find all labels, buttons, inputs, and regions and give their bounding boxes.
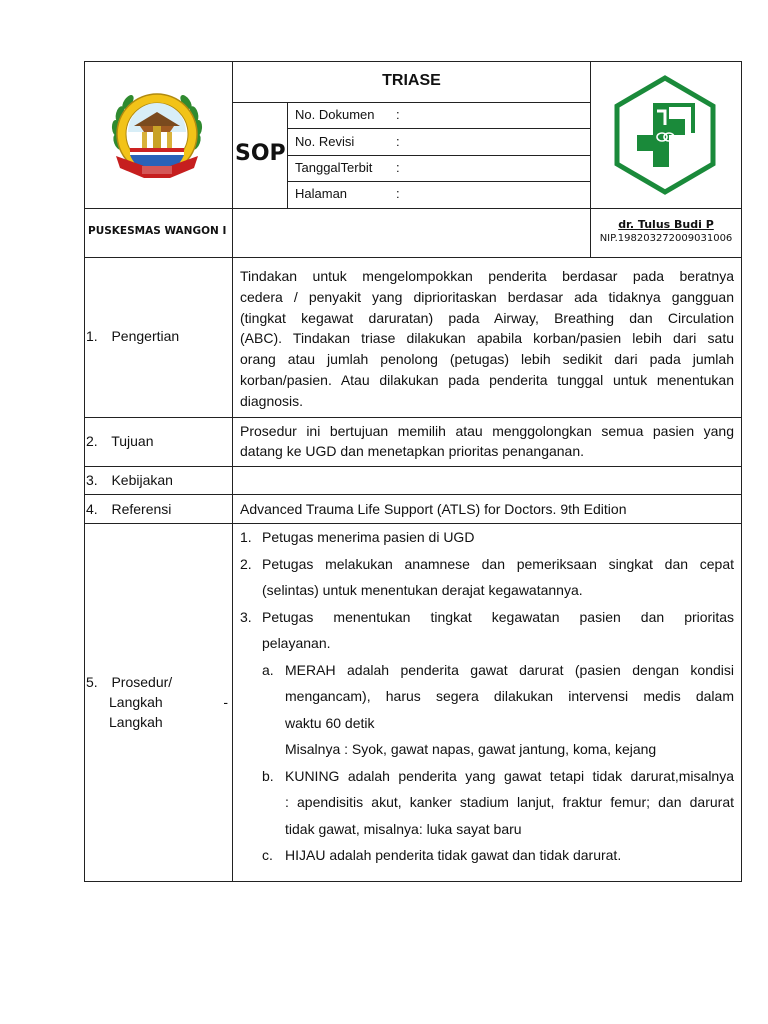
substep-letter: c. (262, 847, 273, 863)
text-line: (tingkat kegawat daruratan) pada Airway, Breathing dan Circulation (240, 309, 734, 326)
text-line: : apendisitis akut, kanker stadium lanjut, fraktur femur; dan darurat (285, 794, 734, 810)
signer-name: dr. Tulus Budi P (618, 218, 714, 231)
meta-label-page: Halaman (295, 186, 348, 201)
substep-letter: b. (262, 767, 274, 784)
section-number: 1. (86, 328, 98, 344)
signer-nip: NIP.198203272009031006 (599, 233, 733, 244)
regency-emblem-logo (104, 82, 210, 188)
step-number: 1. (240, 529, 252, 545)
section-number: 2. (86, 433, 98, 449)
text-line: Petugas menerima pasien di UGD (262, 529, 475, 545)
step-number: 3. (240, 608, 252, 625)
procedure-steps (240, 524, 734, 869)
section-label-tujuan (86, 431, 154, 451)
meta-colon: : (396, 107, 400, 122)
list-item (240, 763, 734, 843)
section-title: Prosedur/ (111, 674, 173, 690)
section-label-kebijakan (86, 470, 173, 490)
step-number: 2. (240, 555, 252, 572)
text-line: datang ke UGD dan menetapkan prioritas penanganan. (240, 443, 585, 459)
text-line: (ABC). Tindakan triase dilakukan apabila korban/pasien lebih dari satu (240, 330, 734, 347)
meta-colon: : (396, 134, 400, 149)
meta-colon: : (396, 160, 400, 175)
section-label-prosedur (86, 672, 228, 732)
meta-label-issue-date: TanggalTerbit (295, 160, 373, 175)
text-line: HIJAU adalah penderita tidak gawat dan tidak darurat. (285, 847, 622, 863)
text-line: MERAH adalah penderita gawat darurat (pasien dengan kondisi (285, 661, 734, 678)
text-line: Petugas melakukan anamnese dan pemeriksaan singkat dan cepat (262, 555, 734, 572)
text-line: tidak gawat, misalnya: luka sayat baru (285, 820, 522, 837)
section-title: Pengertian (111, 328, 180, 344)
section-number: 4. (86, 501, 98, 517)
definition-text (240, 266, 734, 412)
text-line: mengancam), harus segera dilakukan intervensi medis dalam (285, 688, 734, 704)
substep-letter: a. (262, 661, 274, 678)
text-line: waktu 60 detik (285, 714, 375, 731)
sop-label: SOP (235, 141, 286, 166)
text-line: cedera / penyakit yang diprioritaskan berdasar ada tidaknya gangguan (240, 288, 734, 305)
text-line: orang atau jumlah penolong (petugas) lebih sedikit dari pada jumlah (240, 351, 734, 368)
section-number: 5. (86, 674, 98, 690)
section-title: Tujuan (111, 433, 154, 449)
text-line: korban/pasien. Atau dilakukan pada penderita tunggal untuk menentukan (240, 371, 734, 388)
reference-text: Advanced Trauma Life Support (ATLS) for Doctors. 9th Edition (240, 501, 627, 517)
list-item (240, 551, 734, 604)
section-number: 3. (86, 472, 98, 488)
institution-name: PUSKESMAS WANGON I (88, 225, 227, 237)
text-line: diagnosis. (240, 392, 304, 409)
meta-label-document-number: No. Dokumen (295, 107, 375, 122)
text-line: Prosedur ini bertujuan memilih atau menggolongkan semua pasien yang (240, 423, 734, 439)
text-line: pelayanan. (262, 635, 331, 651)
text-line: Petugas menentukan tingkat kegawatan pasien dan prioritas (262, 608, 734, 625)
meta-label-revision: No. Revisi (295, 134, 355, 149)
text-line: Tindakan untuk mengelompokkan penderita berdasar pada beratnya (240, 268, 734, 284)
document-title: TRIASE (382, 72, 441, 89)
section-dash: - (223, 694, 228, 710)
list-item (240, 842, 734, 869)
list-item (240, 604, 734, 657)
text-line: Misalnya : Syok, gawat napas, gawat jantung, koma, kejang (285, 741, 657, 757)
meta-colon: : (396, 186, 400, 201)
purpose-text (240, 421, 734, 461)
section-title: Referensi (111, 501, 172, 517)
list-item (240, 657, 734, 763)
text-line: KUNING adalah penderita yang gawat tetapi tidak darurat,misalnya (285, 767, 734, 784)
section-title: Langkah (109, 694, 163, 710)
section-title: Langkah (109, 714, 163, 730)
section-label-pengertian (86, 326, 179, 346)
list-item (240, 524, 734, 551)
text-line: (selintas) untuk menentukan derajat kegawatannya. (262, 582, 583, 598)
puskesmas-cross-logo-icon (612, 75, 718, 195)
section-title: Kebijakan (111, 472, 173, 488)
section-label-referensi (86, 499, 171, 519)
